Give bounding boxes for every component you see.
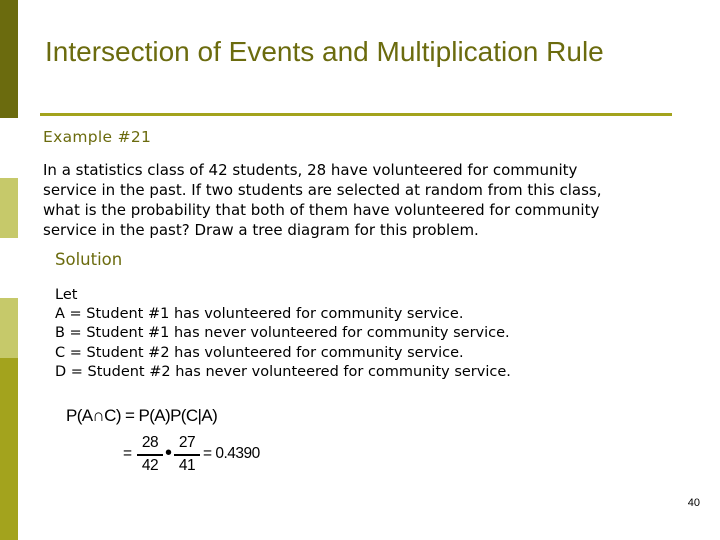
sidebar-segment: [0, 238, 18, 298]
formula-equals: =: [123, 445, 132, 462]
event-definitions: [55, 286, 511, 382]
definition-line: B = Student #1 has never volunteered for community service.: [55, 325, 510, 342]
sidebar-color-bar: [0, 0, 18, 540]
sidebar-segment: [0, 358, 18, 540]
formula-lhs: P(A∩C) = P(A)P(C|A): [66, 406, 218, 425]
page-number: 40: [687, 497, 700, 509]
numerator: 27: [178, 434, 196, 451]
fraction-bar: [137, 454, 163, 456]
denominator: 41: [178, 456, 196, 474]
sidebar-segment: [0, 118, 18, 178]
sidebar-segment: [0, 0, 18, 118]
example-heading: Example #21: [43, 128, 152, 146]
solution-heading: Solution: [55, 250, 123, 269]
title-divider: [40, 113, 672, 116]
slide-title: Intersection of Events and Multiplication Rule: [45, 36, 604, 67]
definition-line: A = Student #1 has volunteered for community service.: [55, 306, 464, 323]
fraction-27-41: [174, 434, 200, 475]
denominator: 42: [141, 456, 159, 474]
problem-statement: In a statistics class of 42 students, 28 have volunteered for community service in the past. If two students are selected at random from this class, what is the probability that both of them have volunteered for community service in the past? Draw a tree diagram for this problem.: [43, 161, 602, 239]
multiply-dot: •: [165, 442, 172, 464]
definition-line: C = Student #2 has volunteered for community service.: [55, 344, 464, 361]
formula-result: = 0.4390: [203, 445, 260, 462]
fraction-28-42: [137, 434, 163, 475]
definition-line: D = Student #2 has never volunteered for community service.: [55, 363, 511, 380]
fraction-bar: [174, 454, 200, 456]
probability-formula: [66, 406, 260, 474]
let-label: Let: [55, 287, 78, 303]
sidebar-segment: [0, 298, 18, 358]
numerator: 28: [141, 434, 159, 451]
sidebar-segment: [0, 178, 18, 238]
